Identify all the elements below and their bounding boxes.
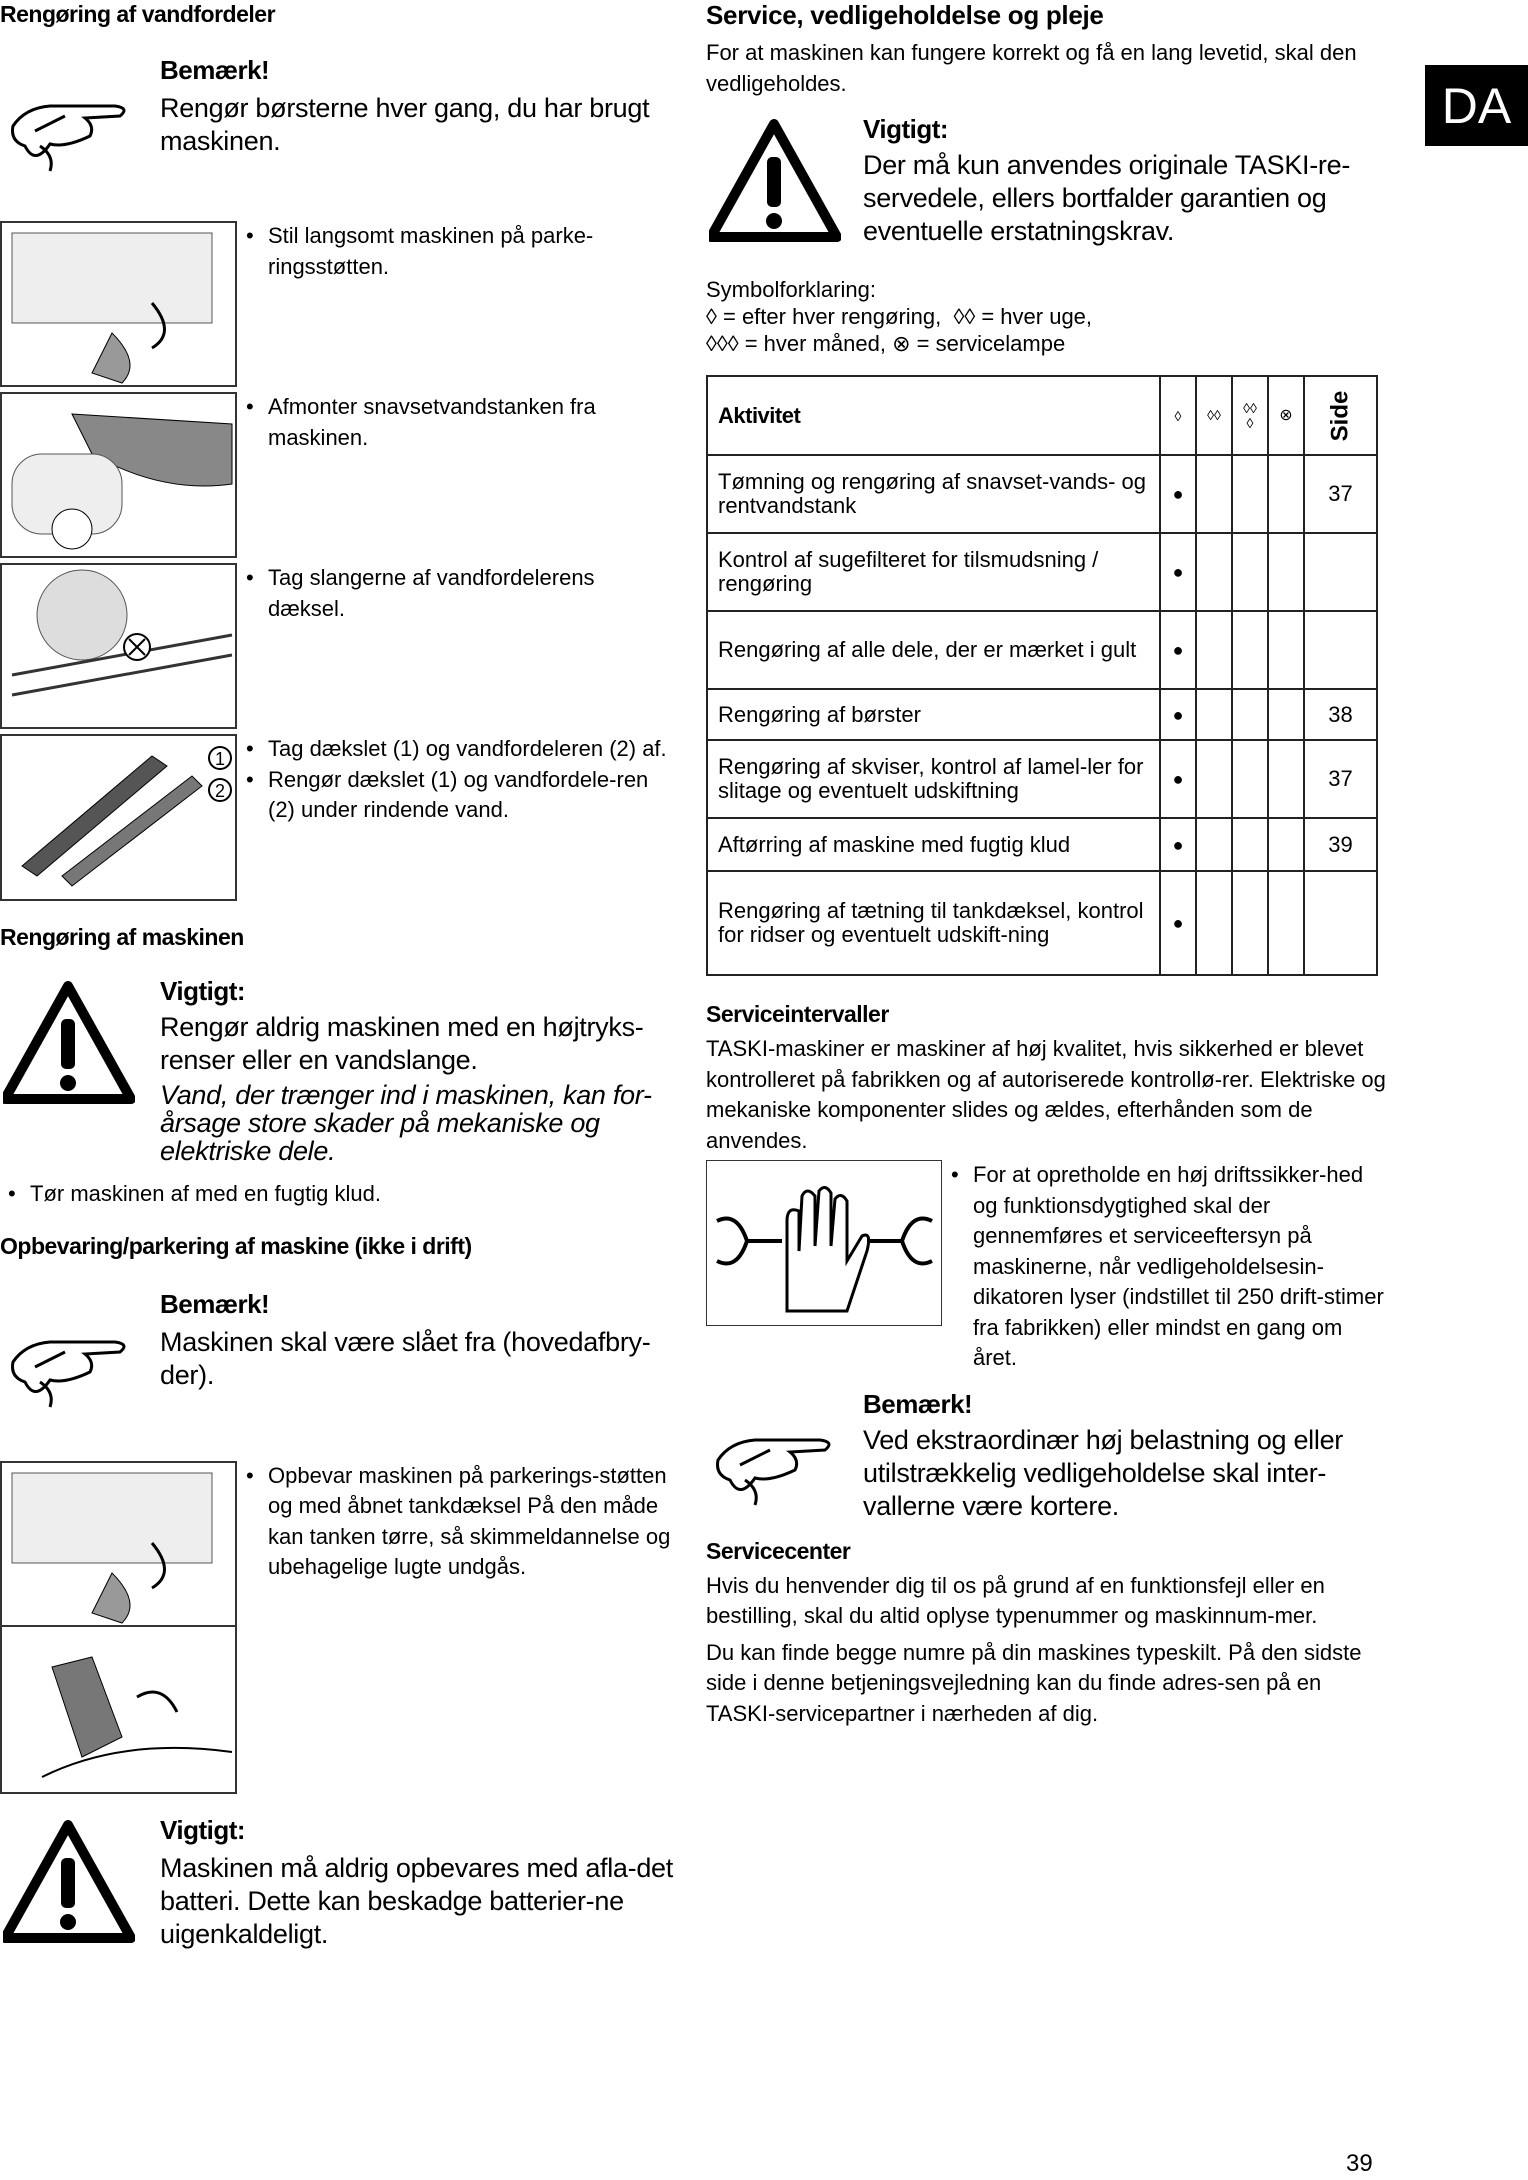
interval-mark-cell	[1268, 533, 1304, 611]
wrench-hand-icon	[706, 1160, 942, 1326]
interval-mark-cell	[1196, 818, 1232, 871]
activity-cell: Rengøring af alle dele, der er mærket i gult	[707, 611, 1160, 689]
interval-mark-cell	[1196, 533, 1232, 611]
warning-icon	[3, 1820, 135, 1944]
page-ref-cell: 37	[1304, 455, 1377, 533]
callout-2: 2	[215, 781, 226, 801]
note-text: Maskinen skal være slået fra (hovedafbry-der).	[160, 1326, 651, 1390]
table-row	[707, 533, 1377, 611]
interval-mark-cell	[1196, 871, 1232, 975]
table-header-row	[707, 376, 1377, 455]
step-text: • Tør maskinen af med en fugtig klud.	[8, 1179, 676, 1210]
page-ref-cell: 38	[1304, 689, 1377, 740]
warning-icon	[3, 981, 135, 1105]
warning-text: Der må kun anvendes originale TASKI-re-servedele, ellers bortfalder garantien og eventuelle erstatningskrav.	[863, 150, 1351, 246]
interval-mark-cell	[1196, 611, 1232, 689]
warning-icon	[709, 119, 841, 243]
interval-mark-cell	[1232, 818, 1268, 871]
interval-mark-cell	[1196, 740, 1232, 818]
warning-text: Maskinen må aldrig opbevares med afla-det batteri. Dette kan beskadge batterier-ne uigenkaldeligt.	[160, 1852, 673, 1949]
interval-mark-cell	[1268, 611, 1304, 689]
illustration-parking-stand	[0, 221, 237, 387]
step-text: • Afmonter snavsetvandstanken fra maskinen.	[246, 392, 676, 453]
page-number: 39	[1346, 2150, 1373, 2177]
activity-cell: Kontrol af sugefilteret for tilsmudsning / rengøring	[707, 533, 1160, 611]
pointing-hand-icon	[5, 1322, 135, 1412]
header-page: Side	[1326, 390, 1354, 441]
section-heading-service-intervals: Serviceintervaller	[706, 1001, 889, 1027]
note-title: Bemærk!	[160, 55, 270, 85]
step-text: • Stil langsomt maskinen på parke-ringsstøtten.	[246, 221, 676, 282]
interval-mark-cell	[1268, 818, 1304, 871]
service-center-text-2: Du kan finde begge numre på din maskines typeskilt. På den sidste side i denne betjeningsvejledning kan du finde adres-sen på en TASKI-servicepartner i nærheden af dig.	[706, 1639, 1362, 1726]
table-row	[707, 689, 1377, 740]
activity-cell: Aftørring af maskine med fugtig klud	[707, 818, 1160, 871]
warning-title: Vigtigt:	[160, 976, 246, 1006]
section-heading-storage: Opbevaring/parkering af maskine (ikke i drift)	[0, 1232, 472, 1259]
service-text: TASKI-maskiner er maskiner af høj kvalitet, hvis sikkerhed er blevet kontrolleret på fabrikken og af autoriserede kontrollø-rer. Elektriske og mekaniske komponenter slides og ældes, efterhånden som de anvendes.	[706, 1036, 1386, 1153]
section-heading-service-center: Servicecenter	[706, 1537, 851, 1564]
interval-mark-cell: ●	[1160, 611, 1196, 689]
interval-mark-cell	[1232, 533, 1268, 611]
warning-title: Vigtigt:	[863, 114, 949, 144]
header-monthly: ◊◊◊	[1232, 376, 1268, 455]
warning-italic-text: Vand, der trænger ind i maskinen, kan for-årsage store skader på mekaniske og elektriske dele.	[160, 1080, 652, 1166]
illustration-parking-stand	[0, 1461, 237, 1627]
activity-cell: Rengøring af børster	[707, 689, 1160, 740]
note-block	[0, 1288, 676, 1417]
header-each-cleaning: ◊	[1160, 376, 1196, 455]
callout-1: 1	[215, 749, 226, 769]
interval-mark-cell	[1196, 455, 1232, 533]
step-text: • Rengør dækslet (1) og vandfordele-ren (2) under rindende vand.	[246, 765, 676, 826]
header-service-lamp: ⊗	[1268, 376, 1304, 455]
interval-mark-cell: ●	[1160, 818, 1196, 871]
warning-title: Vigtigt:	[160, 1814, 246, 1845]
interval-mark-cell	[1196, 689, 1232, 740]
step-text: • Tag slangerne af vandfordelerens dæksel.	[246, 563, 676, 624]
maintenance-table	[706, 375, 1378, 976]
interval-mark-cell: ●	[1160, 533, 1196, 611]
interval-mark-cell	[1268, 740, 1304, 818]
table-row	[707, 871, 1377, 975]
page-ref-cell: 39	[1304, 818, 1377, 871]
note-text: Rengør børsterne hver gang, du har brugt maskinen.	[160, 93, 650, 156]
warning-text: Rengør aldrig maskinen med en højtryks-renser eller en vandslange.	[160, 1012, 644, 1075]
legend-line: ◊◊◊ = hver måned, ⊗ = servicelampe	[706, 331, 1066, 356]
note-title: Bemærk!	[863, 1388, 973, 1419]
interval-mark-cell	[1268, 689, 1304, 740]
interval-mark-cell	[1232, 871, 1268, 975]
interval-mark-cell: ●	[1160, 740, 1196, 818]
activity-cell: Rengøring af skviser, kontrol af lamel-ler for slitage og eventuelt udskiftning	[707, 740, 1160, 818]
activity-cell: Tømning og rengøring af snavset-vands- og rentvandstank	[707, 455, 1160, 533]
warning-block	[706, 113, 1386, 248]
note-block	[0, 54, 676, 181]
legend-title: Symbolforklaring:	[706, 277, 876, 302]
note-block	[706, 1388, 1386, 1523]
illustration-remove-tank	[0, 392, 237, 558]
interval-mark-cell	[1268, 455, 1304, 533]
page-ref-cell	[1304, 611, 1377, 689]
page-ref-cell: 37	[1304, 740, 1377, 818]
symbol-legend	[706, 276, 1386, 357]
illustration-open-tank-lid	[0, 1627, 237, 1794]
section-heading-water-distributor: Rengøring af vandfordeler	[0, 1, 276, 27]
warning-block	[0, 975, 676, 1165]
page-ref-cell	[1304, 871, 1377, 975]
interval-mark-cell	[1232, 611, 1268, 689]
language-tab: DA	[1425, 65, 1528, 146]
header-weekly: ◊◊	[1196, 376, 1232, 455]
pointing-hand-icon	[5, 86, 135, 176]
note-title: Bemærk!	[160, 1288, 270, 1319]
service-center-text: Hvis du henvender dig til os på grund af en funktionsfejl eller en bestilling, skal du altid oplyse typenummer og maskinnum-mer.	[706, 1572, 1325, 1628]
table-row	[707, 455, 1377, 533]
step-text: • Tag dækslet (1) og vandfordeleren (2) af.	[246, 734, 676, 765]
interval-mark-cell: ●	[1160, 871, 1196, 975]
step-text: • Opbevar maskinen på parkerings-støtten og med åbnet tankdæksel På den måde kan tanken tørre, så skimmeldannelse og ubehagelige lugte undgås.	[246, 1461, 676, 1583]
left-column	[0, 0, 676, 1951]
interval-mark-cell	[1232, 689, 1268, 740]
section-heading-service: Service, vedligeholdelse og pleje	[706, 0, 1104, 30]
section-heading-clean-machine: Rengøring af maskinen	[0, 924, 244, 950]
note-text: Ved ekstraordinær høj belastning og eller utilstrækkelig vedligeholdelse skal inter-vallerne være kortere.	[863, 1424, 1343, 1521]
step-text: • For at opretholde en høj driftssikker-hed og funktionsdygtighed skal der gennemføres et serviceeftersyn på maskinerne, når vedligeholdelsesin-dikatoren lyser (indstillet til 250 drift-stimer fra fabrikken) eller mindst en gang om året.	[951, 1160, 1386, 1374]
illustration-cover-distributor	[0, 734, 237, 901]
interval-mark-cell	[1268, 871, 1304, 975]
interval-mark-cell: ●	[1160, 455, 1196, 533]
table-row	[707, 740, 1377, 818]
legend-line: ◊ = efter hver rengøring, ◊◊ = hver uge,	[706, 304, 1093, 329]
pointing-hand-icon	[710, 1420, 840, 1510]
activity-cell: Rengøring af tætning til tankdæksel, kontrol for ridser og eventuelt udskift-ning	[707, 871, 1160, 975]
table-row	[707, 818, 1377, 871]
illustration-hoses	[0, 563, 237, 729]
interval-mark-cell: ●	[1160, 689, 1196, 740]
intro-text: For at maskinen kan fungere korrekt og få en lang levetid, skal den vedligeholdes.	[706, 40, 1357, 96]
interval-mark-cell	[1232, 740, 1268, 818]
interval-mark-cell	[1232, 455, 1268, 533]
table-row	[707, 611, 1377, 689]
header-activity: Aktivitet	[707, 376, 1160, 455]
page-ref-cell	[1304, 533, 1377, 611]
warning-block	[0, 1814, 676, 1951]
right-column	[706, 0, 1386, 1729]
